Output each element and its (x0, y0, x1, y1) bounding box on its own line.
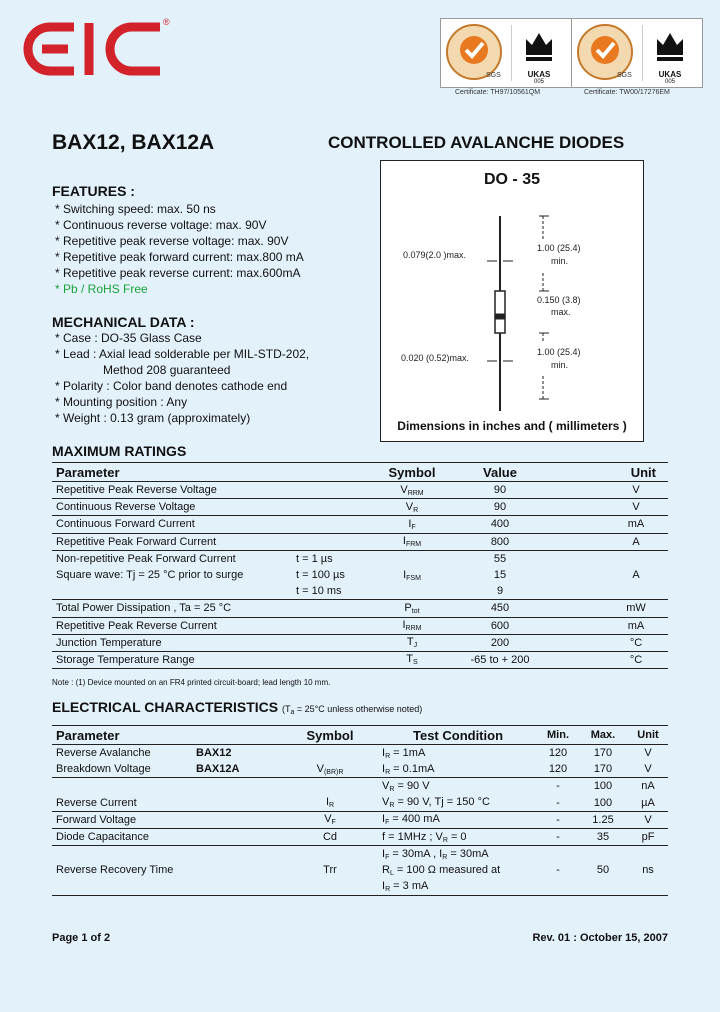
svg-text:SGS: SGS (486, 72, 501, 79)
dim-lead-bottom-min: min. (551, 360, 569, 370)
table-row: Square wave: Tj = 25 °C prior to surge t = 100 µs $I_{FSM}$ 15 A (56, 568, 640, 582)
dim-lead-dia: 0.079(2.0 )max. (403, 250, 467, 260)
feature-item: * Continuous reverse voltage: max. 90V (55, 218, 267, 232)
table-header-row: Parameter Symbol Test Condition Min. Max. Unit (52, 726, 668, 745)
max-ratings-heading: MAXIMUM RATINGS (52, 443, 187, 459)
svg-text:SGS: SGS (617, 72, 632, 79)
features-list (55, 201, 304, 297)
part-number-title: BAX12, BAX12A (52, 131, 215, 154)
table-row: t = 10 ms 9 (52, 583, 668, 600)
dim-lead-bottom: 1.00 (25.4) (537, 347, 581, 357)
crown-icon (643, 25, 697, 65)
col-symbol: Symbol (388, 464, 436, 480)
dim-body: 0.150 (3.8) (537, 295, 581, 305)
table-row: Total Power Dissipation , Ta = 25 °C $P_{tot}$ 450 mW (52, 600, 668, 617)
col-parameter: Parameter (56, 464, 120, 480)
electrical-table (52, 725, 668, 896)
diode-outline-drawing (381, 161, 643, 411)
table-row: Repetitive Peak Reverse Voltage $V_{RRM}$ 90 V (52, 482, 668, 499)
table-row: Breakdown Voltage BAX12A $V_{(BR)R}$ $I_R = 0.1mA$ 120 170 V (52, 761, 668, 778)
table-header-row (52, 463, 668, 482)
mechanical-list (55, 330, 309, 426)
max-ratings-note: Note : (1) Device mounted on an FR4 printed circuit-board; lead length 10 mm. (52, 678, 331, 687)
mechanical-item: * Lead : Axial lead solderable per MIL-STD-202, (55, 347, 310, 361)
dimensions-caption: Dimensions in inches and ( millimeters ) (397, 419, 627, 433)
table-row: $I_R = 3$ mA (52, 879, 668, 896)
registered-mark: ® (163, 17, 170, 27)
table-row: Storage Temperature Range $T_S$ -65 to + 200 °C (52, 651, 668, 668)
mechanical-heading: MECHANICAL DATA : (52, 314, 195, 330)
dim-body-max: max. (551, 307, 571, 317)
feature-item: * Repetitive peak reverse current: max.600mA (55, 266, 301, 280)
electrical-heading: ELECTRICAL CHARACTERISTICS ($T_a = 25^\circ C$ unless otherwise noted) (52, 699, 423, 716)
mechanical-item: * Polarity : Color band denotes cathode end (55, 379, 288, 393)
features-heading: FEATURES : (52, 183, 135, 199)
table-row: Continuous Forward Current $I_F$ 400 mA (52, 516, 668, 533)
certificate-caption-1: Certificate: TH97/10561QM (455, 89, 541, 96)
ukas-mark: UKAS 005 (511, 25, 566, 81)
table-row: Reverse Current $I_R$ $V_R = 90$ V, Tj = 150 °C - 100 µA (52, 795, 668, 812)
ukas-mark: UKAS 005 (642, 25, 697, 81)
table-row: Forward Voltage $V_F$ $I_F = 400$ mA - 1.25 V (52, 811, 668, 828)
mechanical-item: * Weight : 0.13 gram (approximately) (55, 411, 251, 425)
col-value: Value (483, 464, 517, 480)
feature-item-rohs: * Pb / RoHS Free (55, 282, 148, 296)
sgs-badge-icon (445, 23, 503, 81)
table-row: $V_R = 90$ V - 100 nA (382, 779, 655, 793)
table-row: Diode Capacitance Cd f = 1MHz ; $V_R = 0$ - 35 pF (52, 828, 668, 845)
certificate-badge-1 (440, 18, 572, 88)
table-row: Junction Temperature $T_J$ 200 °C (52, 634, 668, 651)
table-row: Reverse Recovery Time Trr $R_L = 100$ Ω measured at - 50 ns (56, 863, 654, 877)
package-name: DO - 35 (483, 171, 540, 188)
feature-item: * Repetitive peak reverse voltage: max. 90V (55, 234, 289, 248)
package-drawing (380, 160, 644, 442)
revision-date: Rev. 01 : October 15, 2007 (532, 932, 668, 944)
page-number: Page 1 of 2 (52, 932, 111, 944)
dim-lead-top-min: min. (551, 256, 569, 266)
mechanical-item: * Case : DO-35 Glass Case (55, 331, 202, 345)
mechanical-item: Method 208 guaranteed (103, 363, 231, 377)
certificate-caption-2: Certificate: TW00/17276EM (584, 89, 670, 96)
table-row: Continuous Reverse Voltage $V_R$ 90 V (52, 499, 668, 516)
sgs-badge-icon (576, 23, 634, 81)
crown-icon (512, 25, 566, 65)
mechanical-item: * Mounting position : Any (55, 395, 188, 409)
table-row: $I_F = 30mA$ , $I_R = 30mA$ (382, 847, 489, 861)
table-row: Repetitive Peak Reverse Current $I_{RRM}$ 600 mA (52, 617, 668, 634)
table-row: Reverse Avalanche BAX12 $I_R = 1mA$ 120 170 V (56, 746, 652, 760)
col-unit: Unit (630, 464, 656, 480)
feature-item: * Switching speed: max. 50 ns (55, 202, 216, 216)
feature-item: * Repetitive peak forward current: max.800 mA (55, 250, 304, 264)
certificate-badge-2 (571, 18, 703, 88)
dim-lead-top: 1.00 (25.4) (537, 243, 581, 253)
eic-logo (22, 18, 172, 80)
table-row: Repetitive Peak Forward Current $I_{FRM}$ 800 A (52, 533, 668, 550)
product-title: CONTROLLED AVALANCHE DIODES (328, 133, 625, 152)
table-row: Non-repetitive Peak Forward Current t = 1 µs 55 (56, 552, 507, 565)
max-ratings-table (52, 462, 668, 669)
dim-body-dia: 0.020 (0.52)max. (401, 353, 470, 363)
